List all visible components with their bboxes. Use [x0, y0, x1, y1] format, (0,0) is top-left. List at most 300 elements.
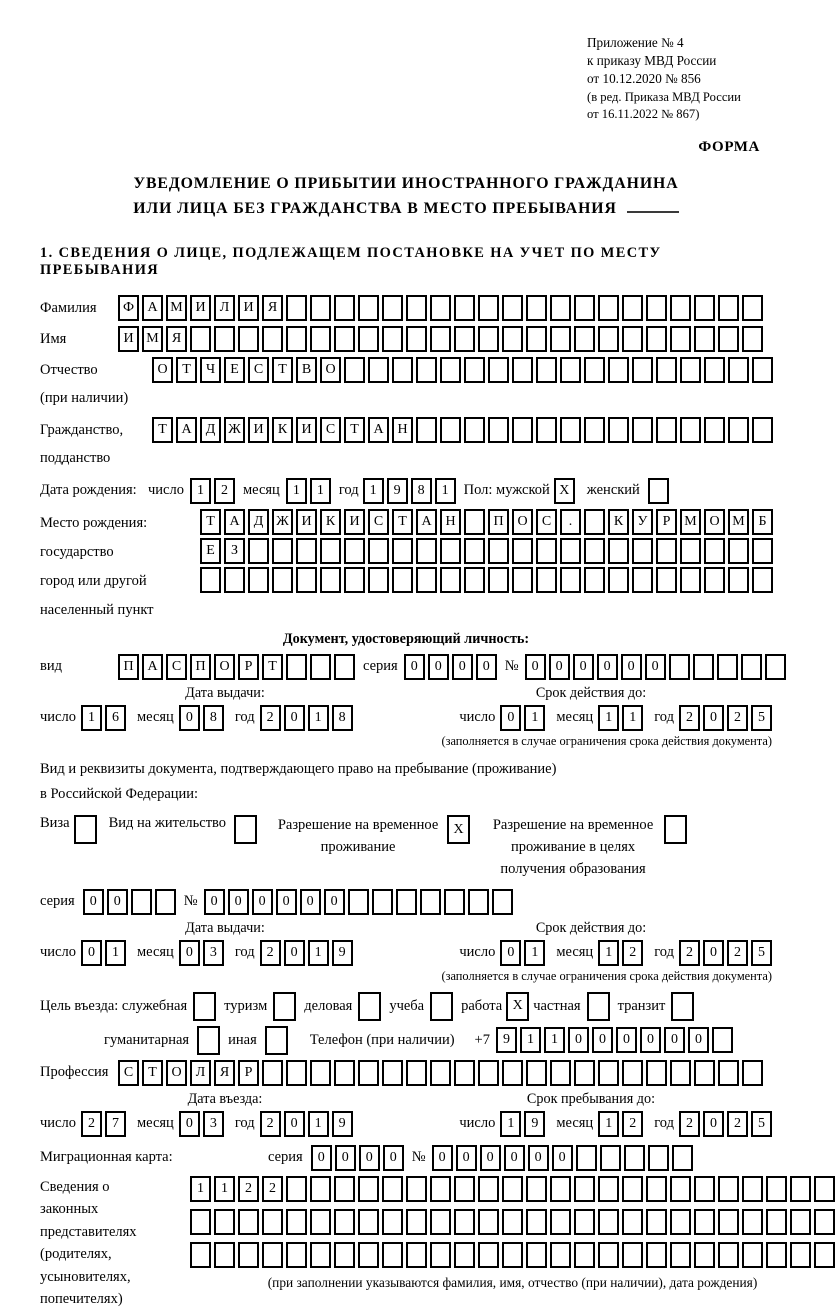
- surname-cells[interactable]: [118, 295, 763, 321]
- form-cell[interactable]: [368, 567, 389, 593]
- form-cell[interactable]: [200, 567, 221, 593]
- form-cell[interactable]: [382, 295, 403, 321]
- form-cell[interactable]: И: [118, 326, 139, 352]
- form-cell[interactable]: [584, 538, 605, 564]
- form-cell[interactable]: А: [142, 654, 163, 680]
- form-cell[interactable]: [464, 509, 485, 535]
- form-cell[interactable]: [74, 815, 97, 844]
- form-cell[interactable]: [190, 326, 211, 352]
- entry-day-cells[interactable]: [81, 1111, 126, 1137]
- form-cell[interactable]: 1: [105, 940, 126, 966]
- form-cell[interactable]: П: [118, 654, 139, 680]
- form-cell[interactable]: [574, 295, 595, 321]
- form-cell[interactable]: [622, 326, 643, 352]
- form-cell[interactable]: [584, 357, 605, 383]
- form-cell[interactable]: [430, 295, 451, 321]
- form-cell[interactable]: [430, 992, 453, 1021]
- form-cell[interactable]: 9: [332, 1111, 353, 1137]
- form-cell[interactable]: [214, 326, 235, 352]
- form-cell[interactable]: [406, 1209, 427, 1235]
- form-cell[interactable]: 0: [383, 1145, 404, 1171]
- form-cell[interactable]: [598, 1242, 619, 1268]
- form-cell[interactable]: [672, 1145, 693, 1171]
- form-cell[interactable]: 7: [105, 1111, 126, 1137]
- form-cell[interactable]: [334, 1176, 355, 1202]
- form-cell[interactable]: [622, 1060, 643, 1086]
- form-cell[interactable]: М: [142, 326, 163, 352]
- form-cell[interactable]: [502, 1209, 523, 1235]
- form-cell[interactable]: [310, 1209, 331, 1235]
- form-cell[interactable]: 0: [404, 654, 425, 680]
- form-cell[interactable]: Т: [152, 417, 173, 443]
- doc-series-cells[interactable]: [404, 654, 497, 680]
- form-cell[interactable]: [238, 1209, 259, 1235]
- stay-day-cells[interactable]: [500, 1111, 545, 1137]
- form-cell[interactable]: [454, 1060, 475, 1086]
- form-cell[interactable]: [368, 538, 389, 564]
- doc-issue-year-cells[interactable]: [260, 705, 353, 731]
- form-cell[interactable]: [574, 1176, 595, 1202]
- form-cell[interactable]: 0: [549, 654, 570, 680]
- form-cell[interactable]: М: [166, 295, 187, 321]
- form-cell[interactable]: [598, 295, 619, 321]
- form-cell[interactable]: 9: [524, 1111, 545, 1137]
- form-cell[interactable]: [464, 357, 485, 383]
- form-cell[interactable]: [550, 1209, 571, 1235]
- form-cell[interactable]: [392, 538, 413, 564]
- form-cell[interactable]: [550, 1242, 571, 1268]
- form-cell[interactable]: 0: [500, 940, 521, 966]
- checkbox-other[interactable]: [265, 1026, 288, 1055]
- doc-valid-month-cells[interactable]: [598, 705, 643, 731]
- form-cell[interactable]: [656, 538, 677, 564]
- form-cell[interactable]: Е: [224, 357, 245, 383]
- form-cell[interactable]: 0: [179, 940, 200, 966]
- form-cell[interactable]: [608, 538, 629, 564]
- form-cell[interactable]: [358, 992, 381, 1021]
- form-cell[interactable]: 0: [179, 705, 200, 731]
- form-cell[interactable]: [190, 1242, 211, 1268]
- form-cell[interactable]: [693, 654, 714, 680]
- form-cell[interactable]: [310, 654, 331, 680]
- form-cell[interactable]: [454, 326, 475, 352]
- form-cell[interactable]: 0: [311, 1145, 332, 1171]
- form-cell[interactable]: [550, 1060, 571, 1086]
- form-cell[interactable]: [752, 567, 773, 593]
- form-cell[interactable]: [464, 538, 485, 564]
- form-cell[interactable]: О: [214, 654, 235, 680]
- form-cell[interactable]: 2: [260, 940, 281, 966]
- form-cell[interactable]: [334, 1209, 355, 1235]
- form-cell[interactable]: 0: [83, 889, 104, 915]
- form-cell[interactable]: С: [368, 509, 389, 535]
- form-cell[interactable]: [492, 889, 513, 915]
- form-cell[interactable]: Л: [190, 1060, 211, 1086]
- form-cell[interactable]: 0: [525, 654, 546, 680]
- form-cell[interactable]: [752, 538, 773, 564]
- form-cell[interactable]: 0: [335, 1145, 356, 1171]
- form-cell[interactable]: [646, 295, 667, 321]
- stay-year-cells[interactable]: [679, 1111, 772, 1137]
- form-cell[interactable]: [550, 295, 571, 321]
- birthplace-cells-row1[interactable]: [200, 509, 773, 535]
- form-cell[interactable]: [310, 1242, 331, 1268]
- form-cell[interactable]: [790, 1176, 811, 1202]
- form-cell[interactable]: [742, 295, 763, 321]
- form-cell[interactable]: [632, 357, 653, 383]
- form-cell[interactable]: 2: [214, 478, 235, 504]
- form-cell[interactable]: А: [368, 417, 389, 443]
- form-cell[interactable]: [671, 992, 694, 1021]
- form-cell[interactable]: 2: [679, 1111, 700, 1137]
- doc-kind-cells[interactable]: [118, 654, 355, 680]
- doc-issue-day-cells[interactable]: [81, 705, 126, 731]
- form-cell[interactable]: [197, 1026, 220, 1055]
- form-cell[interactable]: О: [704, 509, 725, 535]
- form-cell[interactable]: 9: [387, 478, 408, 504]
- form-cell[interactable]: 1: [622, 705, 643, 731]
- form-cell[interactable]: [214, 1209, 235, 1235]
- form-cell[interactable]: [334, 654, 355, 680]
- form-cell[interactable]: 1: [308, 940, 329, 966]
- permit-issue-month-cells[interactable]: [179, 940, 224, 966]
- form-cell[interactable]: 0: [616, 1027, 637, 1053]
- checkbox-visa[interactable]: [74, 815, 97, 844]
- form-cell[interactable]: [406, 326, 427, 352]
- form-cell[interactable]: [574, 1209, 595, 1235]
- form-cell[interactable]: [598, 1209, 619, 1235]
- form-cell[interactable]: [320, 567, 341, 593]
- form-cell[interactable]: 2: [260, 1111, 281, 1137]
- form-cell[interactable]: [560, 417, 581, 443]
- form-cell[interactable]: 0: [500, 705, 521, 731]
- form-cell[interactable]: [420, 889, 441, 915]
- form-cell[interactable]: 0: [284, 1111, 305, 1137]
- form-cell[interactable]: [502, 1060, 523, 1086]
- form-cell[interactable]: [358, 295, 379, 321]
- form-cell[interactable]: [608, 417, 629, 443]
- form-cell[interactable]: [526, 1242, 547, 1268]
- checkbox-official[interactable]: [193, 992, 216, 1021]
- form-cell[interactable]: [286, 1242, 307, 1268]
- form-cell[interactable]: [214, 1242, 235, 1268]
- form-cell[interactable]: [574, 1242, 595, 1268]
- form-cell[interactable]: [694, 326, 715, 352]
- form-cell[interactable]: [728, 417, 749, 443]
- form-cell[interactable]: [248, 567, 269, 593]
- checkbox-business[interactable]: [358, 992, 381, 1021]
- form-cell[interactable]: [273, 992, 296, 1021]
- form-cell[interactable]: [234, 815, 257, 844]
- form-cell[interactable]: [718, 326, 739, 352]
- form-cell[interactable]: [728, 567, 749, 593]
- birthplace-cells-row2[interactable]: [200, 538, 773, 564]
- form-cell[interactable]: [512, 567, 533, 593]
- form-cell[interactable]: [584, 567, 605, 593]
- form-cell[interactable]: [502, 326, 523, 352]
- form-cell[interactable]: [488, 538, 509, 564]
- permit-issue-day-cells[interactable]: [81, 940, 126, 966]
- form-cell[interactable]: [478, 1242, 499, 1268]
- form-cell[interactable]: [382, 1060, 403, 1086]
- form-cell[interactable]: [704, 357, 725, 383]
- form-cell[interactable]: 0: [597, 654, 618, 680]
- form-cell[interactable]: [430, 1176, 451, 1202]
- form-cell[interactable]: [622, 1209, 643, 1235]
- form-cell[interactable]: [478, 1209, 499, 1235]
- form-cell[interactable]: [464, 417, 485, 443]
- form-cell[interactable]: [536, 417, 557, 443]
- form-cell[interactable]: [512, 357, 533, 383]
- form-cell[interactable]: [526, 1060, 547, 1086]
- form-cell[interactable]: [358, 1176, 379, 1202]
- form-cell[interactable]: Т: [200, 509, 221, 535]
- form-cell[interactable]: [344, 538, 365, 564]
- form-cell[interactable]: [560, 538, 581, 564]
- form-cell[interactable]: 1: [524, 705, 545, 731]
- form-cell[interactable]: С: [118, 1060, 139, 1086]
- checkbox-humanitarian[interactable]: [197, 1026, 220, 1055]
- form-cell[interactable]: В: [296, 357, 317, 383]
- form-cell[interactable]: [272, 567, 293, 593]
- form-cell[interactable]: Е: [200, 538, 221, 564]
- birth-year-cells[interactable]: [363, 478, 456, 504]
- form-cell[interactable]: Ч: [200, 357, 221, 383]
- form-cell[interactable]: [766, 1242, 787, 1268]
- form-cell[interactable]: [348, 889, 369, 915]
- citizenship-cells[interactable]: [152, 417, 773, 443]
- form-cell[interactable]: С: [536, 509, 557, 535]
- form-cell[interactable]: [272, 538, 293, 564]
- permit-series-cells[interactable]: [83, 889, 176, 915]
- form-cell[interactable]: [224, 567, 245, 593]
- form-cell[interactable]: [248, 538, 269, 564]
- form-cell[interactable]: [669, 654, 690, 680]
- form-cell[interactable]: [648, 1145, 669, 1171]
- form-cell[interactable]: [646, 326, 667, 352]
- form-cell[interactable]: 0: [703, 1111, 724, 1137]
- form-cell[interactable]: 5: [751, 705, 772, 731]
- form-cell[interactable]: [334, 1060, 355, 1086]
- form-cell[interactable]: 2: [622, 1111, 643, 1137]
- checkbox-transit[interactable]: [671, 992, 694, 1021]
- form-cell[interactable]: [478, 295, 499, 321]
- form-cell[interactable]: 2: [727, 940, 748, 966]
- form-cell[interactable]: [608, 567, 629, 593]
- form-cell[interactable]: [262, 1060, 283, 1086]
- form-cell[interactable]: [358, 1060, 379, 1086]
- form-cell[interactable]: [622, 1176, 643, 1202]
- form-cell[interactable]: Д: [200, 417, 221, 443]
- form-cell[interactable]: [430, 1209, 451, 1235]
- form-cell[interactable]: [632, 538, 653, 564]
- form-cell[interactable]: [238, 1242, 259, 1268]
- form-cell[interactable]: [193, 992, 216, 1021]
- form-cell[interactable]: 1: [363, 478, 384, 504]
- form-cell[interactable]: [416, 417, 437, 443]
- form-cell[interactable]: [454, 1242, 475, 1268]
- form-cell[interactable]: [536, 567, 557, 593]
- form-cell[interactable]: [670, 1176, 691, 1202]
- form-cell[interactable]: [320, 538, 341, 564]
- form-cell[interactable]: К: [608, 509, 629, 535]
- form-cell[interactable]: [392, 567, 413, 593]
- form-cell[interactable]: [536, 538, 557, 564]
- form-cell[interactable]: [464, 567, 485, 593]
- form-cell[interactable]: [718, 1209, 739, 1235]
- form-cell[interactable]: [488, 567, 509, 593]
- form-cell[interactable]: 0: [688, 1027, 709, 1053]
- form-cell[interactable]: [646, 1209, 667, 1235]
- form-cell[interactable]: 8: [203, 705, 224, 731]
- form-cell[interactable]: [512, 417, 533, 443]
- form-cell[interactable]: Т: [392, 509, 413, 535]
- form-cell[interactable]: 1: [190, 1176, 211, 1202]
- form-cell[interactable]: [536, 357, 557, 383]
- form-cell[interactable]: 0: [592, 1027, 613, 1053]
- form-cell[interactable]: И: [190, 295, 211, 321]
- form-cell[interactable]: [670, 1209, 691, 1235]
- form-cell[interactable]: [670, 1060, 691, 1086]
- checkbox-temp-permit[interactable]: [447, 815, 470, 844]
- checkbox-sex-female[interactable]: [648, 478, 669, 504]
- form-cell[interactable]: [526, 326, 547, 352]
- form-cell[interactable]: [155, 889, 176, 915]
- form-cell[interactable]: [712, 1027, 733, 1053]
- form-cell[interactable]: [742, 326, 763, 352]
- form-cell[interactable]: [286, 326, 307, 352]
- form-cell[interactable]: [584, 509, 605, 535]
- form-cell[interactable]: 0: [504, 1145, 525, 1171]
- form-cell[interactable]: 1: [286, 478, 307, 504]
- form-cell[interactable]: М: [728, 509, 749, 535]
- form-cell[interactable]: 1: [500, 1111, 521, 1137]
- form-cell[interactable]: [670, 1242, 691, 1268]
- entry-year-cells[interactable]: [260, 1111, 353, 1137]
- form-cell[interactable]: [718, 1060, 739, 1086]
- form-cell[interactable]: [454, 295, 475, 321]
- form-cell[interactable]: [526, 295, 547, 321]
- form-cell[interactable]: [814, 1242, 835, 1268]
- form-cell[interactable]: 6: [105, 705, 126, 731]
- form-cell[interactable]: [454, 1209, 475, 1235]
- form-cell[interactable]: [742, 1209, 763, 1235]
- form-cell[interactable]: [598, 326, 619, 352]
- form-cell[interactable]: М: [680, 509, 701, 535]
- form-cell[interactable]: [680, 357, 701, 383]
- migration-series-cells[interactable]: [311, 1145, 404, 1171]
- form-cell[interactable]: 0: [703, 940, 724, 966]
- form-cell[interactable]: [694, 1209, 715, 1235]
- form-cell[interactable]: [752, 417, 773, 443]
- form-cell[interactable]: И: [296, 509, 317, 535]
- form-cell[interactable]: [814, 1176, 835, 1202]
- checkbox-temp-permit-edu[interactable]: [664, 815, 687, 844]
- form-cell[interactable]: [430, 1060, 451, 1086]
- representatives-cells-row1[interactable]: [190, 1176, 835, 1202]
- form-cell[interactable]: [704, 538, 725, 564]
- form-cell[interactable]: [814, 1209, 835, 1235]
- form-cell[interactable]: [286, 295, 307, 321]
- entry-month-cells[interactable]: [179, 1111, 224, 1137]
- representatives-cells-row2[interactable]: [190, 1209, 835, 1235]
- form-cell[interactable]: 5: [751, 1111, 772, 1137]
- form-cell[interactable]: [742, 1060, 763, 1086]
- form-cell[interactable]: 0: [645, 654, 666, 680]
- form-cell[interactable]: [664, 815, 687, 844]
- birth-day-cells[interactable]: [190, 478, 235, 504]
- form-cell[interactable]: X: [447, 815, 470, 844]
- form-cell[interactable]: [560, 567, 581, 593]
- form-cell[interactable]: [430, 326, 451, 352]
- form-cell[interactable]: 0: [359, 1145, 380, 1171]
- form-cell[interactable]: 2: [622, 940, 643, 966]
- representatives-cells-row3[interactable]: [190, 1242, 835, 1268]
- form-cell[interactable]: С: [320, 417, 341, 443]
- form-cell[interactable]: [416, 357, 437, 383]
- form-cell[interactable]: Н: [392, 417, 413, 443]
- form-cell[interactable]: 2: [81, 1111, 102, 1137]
- form-cell[interactable]: Р: [238, 1060, 259, 1086]
- form-cell[interactable]: Я: [166, 326, 187, 352]
- form-cell[interactable]: [262, 1242, 283, 1268]
- form-cell[interactable]: [608, 357, 629, 383]
- form-cell[interactable]: 0: [432, 1145, 453, 1171]
- form-cell[interactable]: [392, 357, 413, 383]
- form-cell[interactable]: Т: [262, 654, 283, 680]
- form-cell[interactable]: 2: [238, 1176, 259, 1202]
- permit-valid-day-cells[interactable]: [500, 940, 545, 966]
- form-cell[interactable]: [502, 1242, 523, 1268]
- form-cell[interactable]: У: [632, 509, 653, 535]
- form-cell[interactable]: 0: [664, 1027, 685, 1053]
- form-cell[interactable]: 0: [573, 654, 594, 680]
- form-cell[interactable]: [406, 1176, 427, 1202]
- form-cell[interactable]: [310, 1060, 331, 1086]
- form-cell[interactable]: [752, 357, 773, 383]
- form-cell[interactable]: О: [152, 357, 173, 383]
- form-cell[interactable]: [368, 357, 389, 383]
- birth-month-cells[interactable]: [286, 478, 331, 504]
- form-cell[interactable]: [358, 1242, 379, 1268]
- form-cell[interactable]: [488, 357, 509, 383]
- form-cell[interactable]: [728, 538, 749, 564]
- form-cell[interactable]: 9: [496, 1027, 517, 1053]
- form-cell[interactable]: [440, 567, 461, 593]
- form-cell[interactable]: 1: [81, 705, 102, 731]
- form-cell[interactable]: [238, 326, 259, 352]
- form-cell[interactable]: Т: [176, 357, 197, 383]
- form-cell[interactable]: [310, 295, 331, 321]
- stay-month-cells[interactable]: [598, 1111, 643, 1137]
- form-cell[interactable]: 1: [310, 478, 331, 504]
- form-cell[interactable]: [656, 357, 677, 383]
- checkbox-work[interactable]: [506, 992, 529, 1021]
- form-cell[interactable]: [265, 1026, 288, 1055]
- form-cell[interactable]: 2: [679, 940, 700, 966]
- form-cell[interactable]: Р: [238, 654, 259, 680]
- form-cell[interactable]: [286, 1176, 307, 1202]
- form-cell[interactable]: Б: [752, 509, 773, 535]
- doc-issue-month-cells[interactable]: [179, 705, 224, 731]
- migration-number-cells[interactable]: [432, 1145, 693, 1171]
- form-cell[interactable]: [790, 1209, 811, 1235]
- form-cell[interactable]: [622, 1242, 643, 1268]
- form-cell[interactable]: [440, 417, 461, 443]
- form-cell[interactable]: Т: [272, 357, 293, 383]
- form-cell[interactable]: [382, 1242, 403, 1268]
- doc-valid-day-cells[interactable]: [500, 705, 545, 731]
